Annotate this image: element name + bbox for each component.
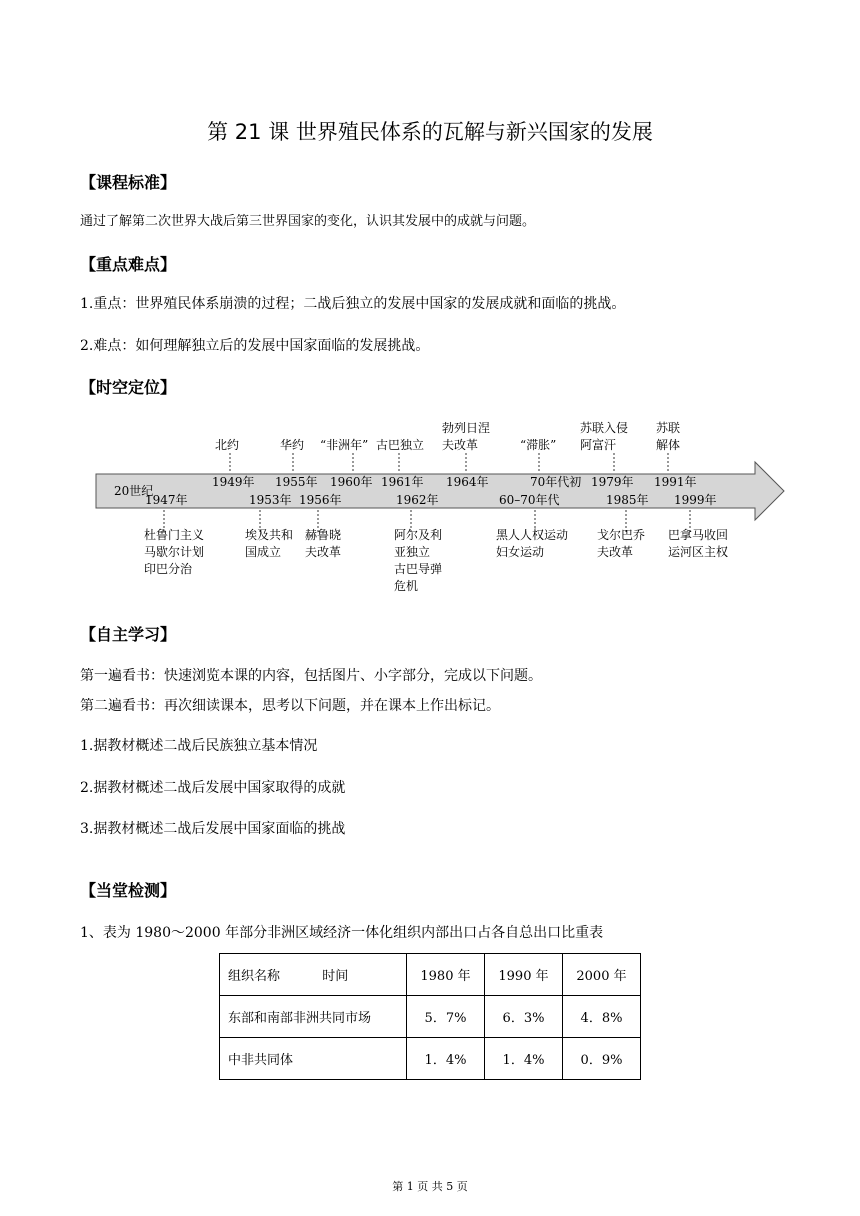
timeline-diagram (94, 415, 790, 600)
self-study-question-2: 2.据教材概述二战后发展中国家取得的成就 (80, 780, 346, 796)
timeline-event-egypt-1: 埃及共和 (245, 528, 294, 542)
page-title: 第 21 课 世界殖民体系的瓦解与新兴国家的发展 (207, 120, 653, 144)
timeline-year-1985: 1985年 (606, 493, 649, 507)
timeline-year-1947: 1947年 (145, 493, 188, 507)
timeline-year-70s: 70年代初 (530, 475, 582, 489)
timeline-event-gorbachev-2: 夫改革 (597, 545, 634, 559)
timeline-event-brezhnev-2: 夫改革 (442, 438, 479, 452)
timeline-event-gorbachev-1: 戈尔巴乔 (597, 528, 646, 542)
section-heading-self-study: 【自主学习】 (80, 625, 177, 644)
table-header-1980: 1980 年 (407, 954, 485, 996)
timeline-event-brezhnev-1: 勃列日涅 (442, 421, 491, 435)
table-cell-1980: 1．4% (407, 1038, 485, 1080)
timeline-event-women: 妇女运动 (496, 545, 545, 559)
timeline-event-cuba: 古巴独立 (376, 438, 425, 452)
timeline-event-khrushchev-2: 夫改革 (305, 545, 342, 559)
table-cell-name: 东部和南部非洲共同市场 (220, 996, 407, 1038)
timeline-event-algeria-2: 亚独立 (394, 545, 431, 559)
table-header-time: 时间 (322, 969, 349, 984)
table-row (220, 1038, 641, 1080)
timeline-event-civil-rights: 黑人人权运动 (496, 528, 569, 542)
table-cell-2000: 4．8% (563, 996, 641, 1038)
timeline-event-missile-1: 古巴导弹 (394, 562, 443, 576)
self-study-line-2: 第二遍看书：再次细读课本，思考以下问题，并在课本上作出标记。 (80, 698, 500, 714)
timeline-year-1955: 1955年 (275, 475, 318, 489)
timeline-event-warsaw: 华约 (280, 438, 305, 452)
check-question-1: 1、表为 1980～2000 年部分非洲区域经济一体化组织内部出口占各自总出口比重表 (80, 925, 604, 941)
self-study-line-1: 第一遍看书：快速浏览本课的内容，包括图片、小字部分，完成以下问题。 (80, 668, 542, 684)
timeline-year-1979: 1979年 (591, 475, 634, 489)
timeline-year-1956: 1956年 (299, 493, 342, 507)
timeline-year-1999: 1999年 (674, 493, 717, 507)
table-cell-1990: 1．4% (485, 1038, 563, 1080)
section-heading-check: 【当堂检测】 (80, 881, 177, 900)
export-share-table (219, 953, 641, 1080)
table-cell-1990: 6．3% (485, 996, 563, 1038)
timeline-event-khrushchev-1: 赫鲁晓 (305, 528, 342, 542)
timeline-event-panama-2: 运河区主权 (668, 545, 729, 559)
timeline-event-egypt-2: 国成立 (245, 545, 282, 559)
timeline-event-afghan-2: 阿富汗 (580, 438, 617, 452)
timeline-event-ussr-2: 解体 (656, 438, 681, 452)
timeline-event-stagflation: “滞胀” (520, 438, 557, 452)
timeline-year-1953: 1953年 (249, 493, 292, 507)
timeline-year-1961: 1961年 (381, 475, 424, 489)
table-cell-2000: 0．9% (563, 1038, 641, 1080)
timeline-event-panama-1: 巴拿马收回 (668, 528, 729, 542)
timeline-event-ussr-1: 苏联 (656, 421, 681, 435)
standard-text: 通过了解第二次世界大战后第三世界国家的变化，认识其发展中的成就与问题。 (80, 214, 536, 229)
table-header-row (220, 954, 641, 996)
timeline-year-1962: 1962年 (396, 493, 439, 507)
timeline-year-60-70s: 60–70年代 (499, 493, 560, 507)
timeline-century: 20世纪 (114, 484, 154, 498)
table-header-name-cell (220, 954, 407, 996)
timeline-year-1991: 1991年 (654, 475, 697, 489)
key-point-2: 2.难点：如何理解独立后的发展中国家面临的发展挑战。 (80, 338, 430, 354)
self-study-question-1: 1.据教材概述二战后民族独立基本情况 (80, 738, 318, 754)
self-study-question-3: 3.据教材概述二战后发展中国家面临的挑战 (80, 821, 346, 837)
table-cell-1980: 5．7% (407, 996, 485, 1038)
timeline-year-1964: 1964年 (446, 475, 489, 489)
timeline-year-1960: 1960年 (330, 475, 373, 489)
table-header-name: 组织名称 (228, 969, 281, 984)
page-footer: 第 1 页 共 5 页 (392, 1180, 468, 1193)
section-heading-key-points: 【重点难点】 (80, 255, 177, 274)
timeline-event-nato: 北约 (215, 438, 240, 452)
key-point-1: 1.重点：世界殖民体系崩溃的过程；二战后独立的发展中国家的发展成就和面临的挑战。 (80, 296, 626, 312)
timeline-arrow (96, 462, 784, 520)
table-cell-name: 中非共同体 (220, 1038, 407, 1080)
timeline-event-missile-2: 危机 (394, 579, 419, 593)
timeline-event-marshall: 马歇尔计划 (144, 545, 205, 559)
timeline-year-1949: 1949年 (212, 475, 255, 489)
table-row (220, 996, 641, 1038)
table-header-2000: 2000 年 (563, 954, 641, 996)
table-header-1990: 1990 年 (485, 954, 563, 996)
section-heading-timeline: 【时空定位】 (80, 378, 177, 397)
timeline-event-partition: 印巴分治 (144, 562, 193, 576)
timeline-event-africa-year: “非洲年” (320, 438, 369, 452)
timeline-event-algeria-1: 阿尔及利 (394, 528, 443, 542)
timeline-event-truman: 杜鲁门主义 (144, 528, 205, 542)
timeline-event-afghan-1: 苏联入侵 (580, 421, 629, 435)
section-heading-standard: 【课程标准】 (80, 173, 177, 192)
